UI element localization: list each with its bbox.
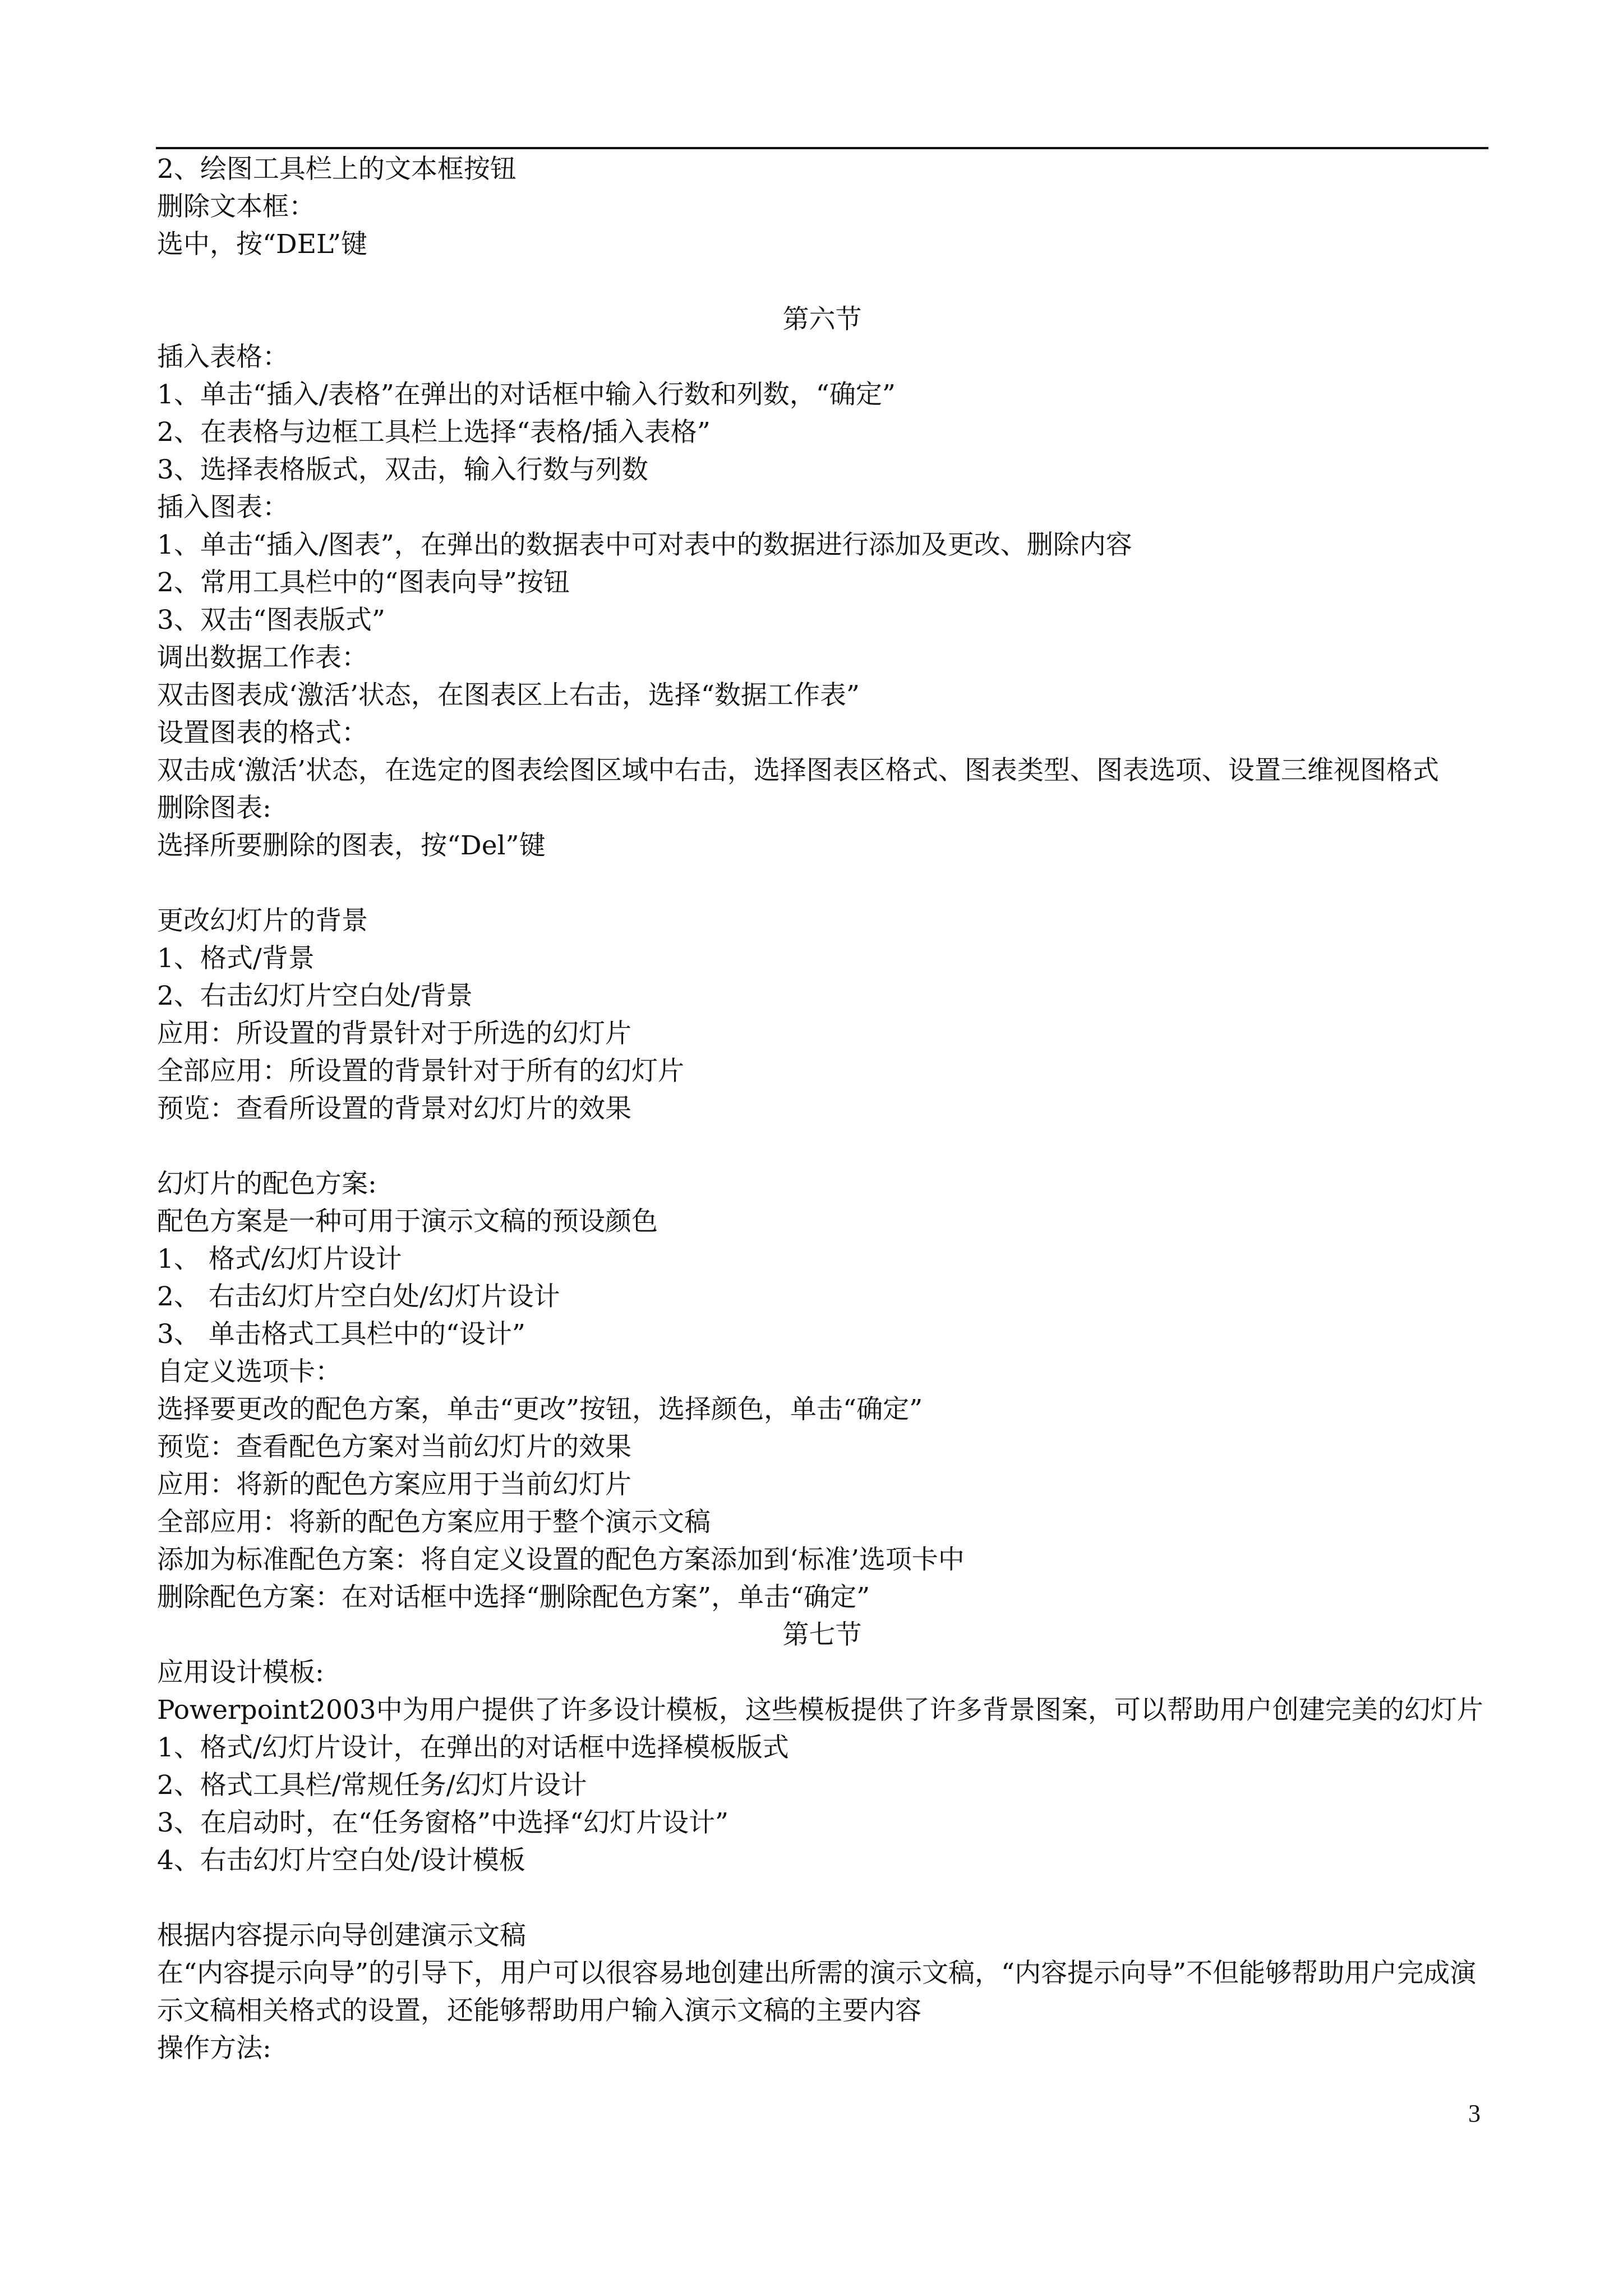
text-line: 1、单击“插入/图表”，在弹出的数据表中可对表中的数据进行添加及更改、删除内容 bbox=[157, 530, 1132, 560]
text-line: 双击图表成‘激活’状态，在图表区上右击，选择“数据工作表” bbox=[157, 680, 860, 711]
text-line: 插入图表： bbox=[157, 492, 289, 523]
text-paragraph: Powerpoint2003中为用户提供了许多设计模板，这些模板提供了许多背景图案，可以帮助用户创建完美的幻灯片 bbox=[157, 1695, 1483, 1726]
text-line: 2、在表格与边框工具栏上选择“表格/插入表格” bbox=[157, 417, 711, 448]
blank-line bbox=[157, 1128, 1487, 1165]
text-line: 2、绘图工具栏上的文本框按钮 bbox=[157, 154, 517, 185]
text-line: 全部应用：所设置的背景针对于所有的幻灯片 bbox=[157, 1056, 684, 1087]
text-line: 3、选择表格版式，双击，输入行数与列数 bbox=[157, 454, 648, 485]
text-line: 自定义选项卡： bbox=[157, 1356, 342, 1387]
text-line: 选择所要删除的图表，按“Del”键 bbox=[157, 830, 546, 861]
text-line: 4、右击幻灯片空白处/设计模板 bbox=[157, 1845, 525, 1876]
text-line: 根据内容提示向导创建演示文稿 bbox=[157, 1920, 526, 1951]
text-line: 应用：所设置的背景针对于所选的幻灯片 bbox=[157, 1018, 631, 1049]
text-line: 删除配色方案：在对话框中选择“删除配色方案”，单击“确定” bbox=[157, 1582, 870, 1613]
text-paragraph: 在“内容提示向导”的引导下，用户可以很容易地创建出所需的演示文稿，“内容提示向导”不但能够帮助用户完成演示文稿相关格式的设置，还能够帮助用户输入演示文稿的主要内容 bbox=[157, 1958, 1477, 2026]
text-line: 添加为标准配色方案：将自定义设置的配色方案添加到‘标准’选项卡中 bbox=[157, 1544, 965, 1575]
text-line: 3、 单击格式工具栏中的“设计” bbox=[157, 1319, 525, 1350]
text-line: 1、格式/背景 bbox=[157, 943, 315, 974]
section-title: 第七节 bbox=[782, 1619, 862, 1650]
text-line: 选择要更改的配色方案，单击“更改”按钮，选择颜色，单击“确定” bbox=[157, 1394, 923, 1425]
page-number: 3 bbox=[1468, 2100, 1481, 2127]
text-line: 1、单击“插入/表格”在弹出的对话框中输入行数和列数，“确定” bbox=[157, 379, 896, 410]
text-line: 预览：查看所设置的背景对幻灯片的效果 bbox=[157, 1093, 631, 1124]
text-line: 2、格式工具栏/常规任务/幻灯片设计 bbox=[157, 1770, 587, 1801]
header-rule bbox=[156, 147, 1488, 149]
text-line: 3、在启动时，在“任务窗格”中选择“幻灯片设计” bbox=[157, 1807, 729, 1838]
blank-line bbox=[157, 1879, 1487, 1917]
text-line: 2、右击幻灯片空白处/背景 bbox=[157, 981, 473, 1011]
document-body bbox=[157, 150, 1487, 2067]
text-line: 2、 右击幻灯片空白处/幻灯片设计 bbox=[157, 1281, 560, 1312]
text-line: 3、双击“图表版式” bbox=[157, 605, 385, 636]
text-line: 预览：查看配色方案对当前幻灯片的效果 bbox=[157, 1432, 631, 1462]
text-line: 删除图表: bbox=[157, 793, 271, 823]
text-line: 2、常用工具栏中的“图表向导”按钮 bbox=[157, 567, 570, 598]
text-line: 设置图表的格式： bbox=[157, 717, 368, 748]
text-line: 更改幻灯片的背景 bbox=[157, 905, 368, 936]
text-line: 1、格式/幻灯片设计，在弹出的对话框中选择模板版式 bbox=[157, 1732, 789, 1763]
text-line: 幻灯片的配色方案: bbox=[157, 1168, 377, 1199]
text-line: 选中，按“DEL”键 bbox=[157, 229, 367, 260]
blank-line bbox=[157, 263, 1487, 301]
text-line: 应用设计模板: bbox=[157, 1657, 324, 1688]
text-line: 全部应用：将新的配色方案应用于整个演示文稿 bbox=[157, 1507, 711, 1538]
text-line: 删除文本框： bbox=[157, 191, 315, 222]
text-paragraph: 双击成‘激活’状态，在选定的图表绘图区域中右击，选择图表区格式、图表类型、图表选项、设置三维视图格式 bbox=[157, 755, 1439, 786]
text-line: 插入表格： bbox=[157, 342, 289, 372]
text-line: 配色方案是一种可用于演示文稿的预设颜色 bbox=[157, 1206, 658, 1237]
text-line: 操作方法: bbox=[157, 2033, 271, 2064]
text-line: 1、 格式/幻灯片设计 bbox=[157, 1244, 402, 1274]
blank-line bbox=[157, 864, 1487, 902]
section-title: 第六节 bbox=[782, 304, 862, 335]
text-line: 调出数据工作表： bbox=[157, 642, 368, 673]
text-line: 应用：将新的配色方案应用于当前幻灯片 bbox=[157, 1469, 631, 1500]
